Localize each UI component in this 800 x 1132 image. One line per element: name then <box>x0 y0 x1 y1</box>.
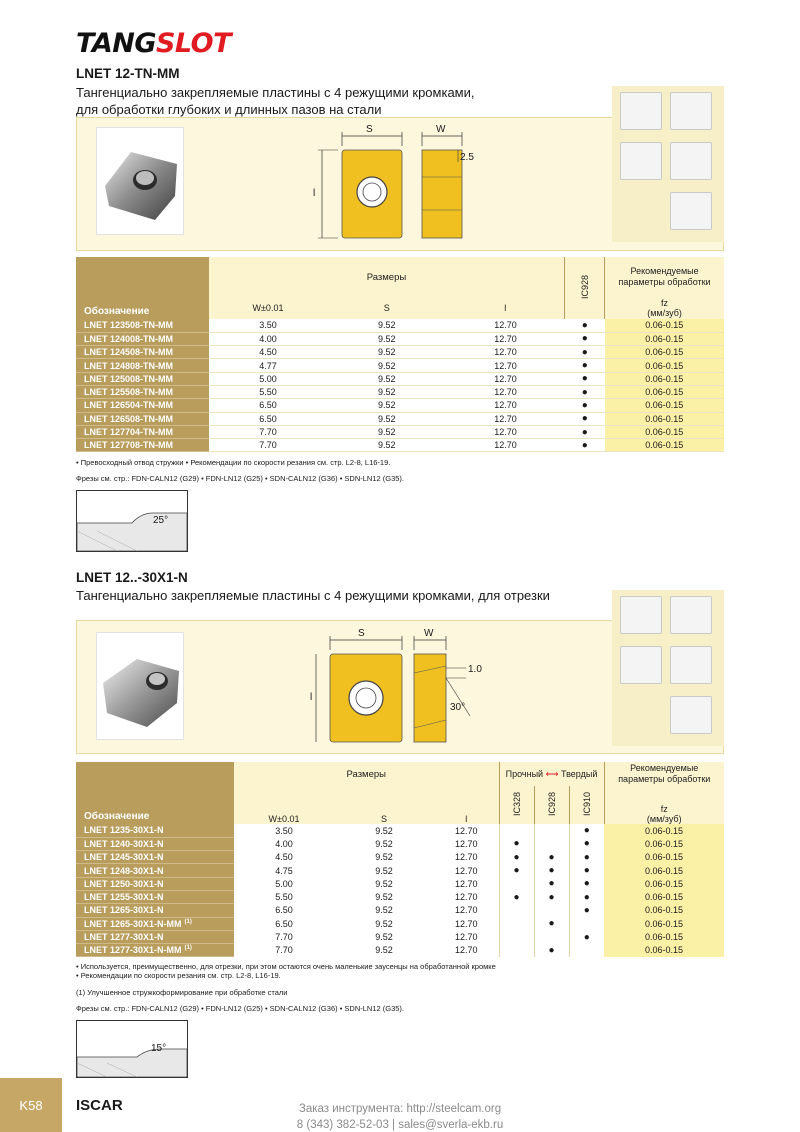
grade-ic328-header: IC328 <box>499 786 534 824</box>
footnote-ref: (1) <box>184 918 192 925</box>
fz-cell: 0.06-0.15 <box>604 851 724 864</box>
fz-cell: 0.06-0.15 <box>605 319 724 332</box>
grade-ic928-mark: ● <box>534 851 569 864</box>
slotting-icon <box>670 646 712 684</box>
grade-ic910-mark: ● <box>569 930 604 943</box>
s-cell: 9.52 <box>378 333 396 344</box>
l-cell: 12.70 <box>494 400 517 411</box>
w-cell: 5.50 <box>259 387 277 398</box>
dim-s-1: S <box>366 124 373 135</box>
table-row <box>76 319 724 332</box>
col-w-1: W±0.01 <box>209 297 328 319</box>
s-cell: 9.52 <box>375 892 393 903</box>
dim-angle-2: 30° <box>450 702 466 713</box>
parting-icon <box>670 192 712 230</box>
grade-ic928-mark: ● <box>534 877 569 890</box>
l-cell: 12.70 <box>454 825 478 836</box>
l-cell: 12.70 <box>454 865 478 876</box>
grade-ic328-mark <box>499 824 534 837</box>
l-cell: 12.70 <box>494 360 517 371</box>
dim-w-1: W <box>436 124 446 135</box>
l-cell: 12.70 <box>454 838 478 849</box>
designation-cell <box>76 837 234 850</box>
l-cell: 12.70 <box>454 932 478 943</box>
designation-cell: LNET 127708-TN-MM <box>76 439 209 452</box>
w-cell: 6.50 <box>259 400 277 411</box>
fz-cell: 0.06-0.15 <box>604 837 724 850</box>
grade-ic928-mark: ● <box>534 864 569 877</box>
grade-ic910-mark: ● <box>569 904 604 917</box>
grade-ic328-mark <box>499 944 534 957</box>
designation-text: LNET 1245-30X1-N <box>84 852 164 863</box>
grade-mark: ● <box>581 426 588 438</box>
l-cell: 12.70 <box>494 320 517 331</box>
section2-note2: • Рекомендации по скорости резания см. стр. L2-8, L16-19. <box>76 971 281 980</box>
col-s-1: S <box>327 297 446 319</box>
l-cell: 12.70 <box>454 878 478 889</box>
s-cell: 9.52 <box>378 360 396 371</box>
fz-cell: 0.06-0.15 <box>605 439 724 452</box>
designation-cell: LNET 125508-TN-MM <box>76 385 209 398</box>
spec-table-2 <box>76 762 724 957</box>
w-cell: 5.00 <box>275 878 293 889</box>
fz-cell: 0.06-0.15 <box>604 890 724 903</box>
spec-table-1 <box>76 257 724 452</box>
grade-toughness-scale: Прочный ⟷ Твердый <box>499 762 604 786</box>
designation-cell: LNET 124508-TN-MM <box>76 346 209 359</box>
table-row <box>76 385 724 398</box>
section2-note4: Фрезы см. стр.: FDN-CALN12 (G29) • FDN-LN12 (G25) • SDN-CALN12 (G36) • SDN-LN12 (G35). <box>76 1004 405 1013</box>
table-row <box>76 425 724 438</box>
col-l-1: l <box>446 297 565 319</box>
table-row <box>76 332 724 345</box>
section1-note1: • Превосходный отвод стружки • Рекомендации по скорости резания см. стр. L2-8, L16-19. <box>76 458 391 467</box>
l-cell: 12.70 <box>494 333 517 344</box>
s-cell: 9.52 <box>375 945 393 956</box>
grade-ic910-mark: ● <box>569 864 604 877</box>
grade-ic910-mark <box>569 917 604 930</box>
fz-cell: 0.06-0.15 <box>604 904 724 917</box>
grade-ic928-mark: ● <box>534 944 569 957</box>
dim-h-1: 2.5 <box>460 152 474 163</box>
s-cell: 9.52 <box>378 373 396 384</box>
parting-icon <box>670 696 712 734</box>
designation-cell <box>76 824 234 837</box>
designation-cell <box>76 877 234 890</box>
designation-cell: LNET 124008-TN-MM <box>76 332 209 345</box>
section1-desc-line1: Тангенциально закрепляемые пластины с 4 режущими кромками, <box>76 85 475 100</box>
w-cell: 7.70 <box>259 427 277 438</box>
section2-desc-line1: Тангенциально закрепляемые пластины с 4 режущими кромками, для отрезки <box>76 588 550 603</box>
designation-text: LNET 1265-30X1-N <box>84 905 164 916</box>
grade-mark: ● <box>581 360 588 372</box>
w-cell: 6.50 <box>259 413 277 424</box>
fz-cell: 0.06-0.15 <box>605 385 724 398</box>
section1-desc-line2: для обработки глубоких и длинных пазов на стали <box>76 102 382 117</box>
table-row <box>76 837 724 850</box>
designation-cell <box>76 864 234 877</box>
l-cell: 12.70 <box>494 427 517 438</box>
grade-ic910-mark: ● <box>569 824 604 837</box>
grooving-icon <box>670 92 712 130</box>
w-cell: 4.77 <box>259 360 277 371</box>
grade-ic910-mark: ● <box>569 837 604 850</box>
grade-ic328-mark <box>499 930 534 943</box>
w-cell: 4.50 <box>275 852 293 863</box>
grade-ic328-mark <box>499 917 534 930</box>
s-cell: 9.52 <box>375 865 393 876</box>
contact-line1[interactable]: Заказ инструмента: http://steelcam.org <box>298 1103 502 1115</box>
insert-photo-2 <box>96 632 184 740</box>
l-cell: 12.70 <box>454 918 478 929</box>
grade-mark: ● <box>581 439 588 451</box>
grade-ic928-header: IC928 <box>565 257 605 319</box>
designation-text: LNET 1240-30X1-N <box>84 838 164 849</box>
angle-label-1: 25° <box>153 515 169 526</box>
section2-note1: • Используется, преимущественно, для отрезки, при этом остаются очень маленькие заусенцы на обработанной кромке <box>76 962 496 971</box>
l-cell: 12.70 <box>454 852 478 863</box>
s-cell: 9.52 <box>378 400 396 411</box>
designation-cell <box>76 904 234 917</box>
slot-milling-icon <box>620 596 662 634</box>
section1-title: LNET 12-TN-MM <box>76 66 180 81</box>
insert-drawing-2 <box>310 628 500 753</box>
slotting-icon <box>670 142 712 180</box>
dim-h-2: 1.0 <box>468 664 482 675</box>
table-row <box>76 412 724 425</box>
grade-ic910-mark <box>569 944 604 957</box>
table-row <box>76 346 724 359</box>
grooving-icon <box>670 596 712 634</box>
col-l-2: l <box>434 786 499 824</box>
w-cell: 3.50 <box>275 825 293 836</box>
w-cell: 4.00 <box>275 838 293 849</box>
s-cell: 9.52 <box>375 905 393 916</box>
table-row <box>76 904 724 917</box>
w-cell: 7.70 <box>259 440 277 451</box>
table-row <box>76 439 724 452</box>
fz-cell: 0.06-0.15 <box>604 864 724 877</box>
grade-ic328-mark <box>499 877 534 890</box>
fz-cell: 0.06-0.15 <box>605 346 724 359</box>
l-cell: 12.70 <box>494 387 517 398</box>
table-row <box>76 890 724 903</box>
designation-cell: LNET 125008-TN-MM <box>76 372 209 385</box>
table-row <box>76 864 724 877</box>
designation-cell: LNET 126508-TN-MM <box>76 412 209 425</box>
rec-fz-2: fz (мм/зуб) <box>604 786 724 824</box>
l-cell: 12.70 <box>494 440 517 451</box>
fz-cell: 0.06-0.15 <box>604 917 724 930</box>
w-cell: 4.50 <box>259 347 277 358</box>
grade-ic328-mark: ● <box>499 890 534 903</box>
table-row <box>76 399 724 412</box>
section2-title: LNET 12..-30X1-N <box>76 570 188 585</box>
grade-mark: ● <box>581 346 588 358</box>
group-dims-1: Размеры <box>209 257 565 297</box>
dim-w-2: W <box>424 628 434 639</box>
brand-logo: TANGSLOT <box>76 28 232 59</box>
page-number: K58 <box>0 1078 62 1132</box>
grade-mark: ● <box>581 333 588 345</box>
designation-text: LNET 1235-30X1-N <box>84 825 164 836</box>
s-cell: 9.52 <box>378 427 396 438</box>
insert-photo-1 <box>96 127 184 235</box>
table-row <box>76 930 724 943</box>
fz-cell: 0.06-0.15 <box>605 372 724 385</box>
grade-ic910-mark: ● <box>569 851 604 864</box>
s-cell: 9.52 <box>378 440 396 451</box>
table-row <box>76 824 724 837</box>
grade-mark: ● <box>581 386 588 398</box>
grade-ic928-mark <box>534 837 569 850</box>
s-cell: 9.52 <box>378 387 396 398</box>
w-cell: 7.70 <box>275 945 293 956</box>
grade-ic928-header-2: IC928 <box>534 786 569 824</box>
fz-cell: 0.06-0.15 <box>605 399 724 412</box>
table-row <box>76 359 724 372</box>
fz-cell: 0.06-0.15 <box>605 359 724 372</box>
l-cell: 12.70 <box>454 905 478 916</box>
grade-mark: ● <box>581 373 588 385</box>
dim-l-2: l <box>310 692 313 703</box>
designation-cell <box>76 890 234 903</box>
dim-s-2: S <box>358 628 365 639</box>
w-cell: 6.50 <box>275 918 293 929</box>
grade-ic928-mark: ● <box>534 917 569 930</box>
rec-title-1: Рекомендуемые параметры обработки <box>605 257 724 297</box>
designation-cell <box>76 930 234 943</box>
section1-note2: Фрезы см. стр.: FDN-CALN12 (G29) • FDN-LN12 (G25) • SDN-CALN12 (G36) • SDN-LN12 (G35). <box>76 474 405 483</box>
designation-text: LNET 1250-30X1-N <box>84 878 164 889</box>
grade-ic910-header: IC910 <box>569 786 604 824</box>
face-slot-icon <box>620 142 662 180</box>
fz-cell: 0.06-0.15 <box>604 877 724 890</box>
contact-line2[interactable]: 8 (343) 382-52-03 | sales@sverla-ekb.ru <box>296 1119 504 1131</box>
s-cell: 9.52 <box>375 838 393 849</box>
insert-drawing-1 <box>310 122 490 247</box>
fz-cell: 0.06-0.15 <box>605 332 724 345</box>
w-cell: 3.50 <box>259 320 277 331</box>
designation-cell <box>76 851 234 864</box>
col-designation-2: Обозначение <box>76 762 234 824</box>
rec-title-2: Рекомендуемые параметры обработки <box>604 762 724 786</box>
grade-ic910-mark: ● <box>569 877 604 890</box>
s-cell: 9.52 <box>378 413 396 424</box>
l-cell: 12.70 <box>494 347 517 358</box>
fz-cell: 0.06-0.15 <box>604 824 724 837</box>
grade-mark: ● <box>581 413 588 425</box>
designation-text: LNET 1277-30X1-N-MM <box>84 945 182 956</box>
s-cell: 9.52 <box>378 320 396 331</box>
section2-note3: (1) Улучшенное стружкоформирование при обработке стали <box>76 988 288 997</box>
l-cell: 12.70 <box>454 945 478 956</box>
group-dims-2: Размеры <box>234 762 499 786</box>
grade-ic928-mark <box>534 824 569 837</box>
designation-cell: LNET 126504-TN-MM <box>76 399 209 412</box>
edge-profile-1 <box>76 490 188 552</box>
w-cell: 5.50 <box>275 892 293 903</box>
w-cell: 4.00 <box>259 333 277 344</box>
s-cell: 9.52 <box>375 932 393 943</box>
designation-text: LNET 1265-30X1-N-MM <box>84 918 182 929</box>
w-cell: 7.70 <box>275 932 293 943</box>
s-cell: 9.52 <box>375 918 393 929</box>
col-s-2: S <box>334 786 434 824</box>
fz-cell: 0.06-0.15 <box>604 944 724 957</box>
s-cell: 9.52 <box>375 878 393 889</box>
footnote-ref: (1) <box>184 945 192 952</box>
grade-mark: ● <box>581 319 588 331</box>
table-row <box>76 944 724 957</box>
grade-ic928-mark <box>534 904 569 917</box>
w-cell: 4.75 <box>275 865 293 876</box>
grade-ic328-mark: ● <box>499 851 534 864</box>
designation-cell: LNET 124808-TN-MM <box>76 359 209 372</box>
rec-fz-1: fz (мм/зуб) <box>605 297 724 319</box>
designation-text: LNET 1255-30X1-N <box>84 892 164 903</box>
company-name: ISCAR <box>76 1097 123 1114</box>
s-cell: 9.52 <box>375 825 393 836</box>
table-row <box>76 372 724 385</box>
table-row <box>76 877 724 890</box>
s-cell: 9.52 <box>378 347 396 358</box>
grade-ic328-mark: ● <box>499 864 534 877</box>
w-cell: 5.00 <box>259 373 277 384</box>
designation-cell: LNET 127704-TN-MM <box>76 425 209 438</box>
designation-text: LNET 1277-30X1-N <box>84 932 164 943</box>
grade-ic910-mark: ● <box>569 890 604 903</box>
designation-cell <box>76 917 234 930</box>
l-cell: 12.70 <box>494 413 517 424</box>
w-cell: 6.50 <box>275 905 293 916</box>
fz-cell: 0.06-0.15 <box>605 425 724 438</box>
angle-label-2: 15° <box>151 1043 167 1054</box>
designation-cell: LNET 123508-TN-MM <box>76 319 209 332</box>
grade-ic328-mark: ● <box>499 837 534 850</box>
fz-cell: 0.06-0.15 <box>604 930 724 943</box>
grade-ic928-mark: ● <box>534 890 569 903</box>
face-slot-icon <box>620 646 662 684</box>
dim-l-1: l <box>313 188 316 199</box>
col-designation-1: Обозначение <box>76 257 209 319</box>
s-cell: 9.52 <box>375 852 393 863</box>
grade-mark: ● <box>581 399 588 411</box>
designation-text: LNET 1248-30X1-N <box>84 865 164 876</box>
fz-cell: 0.06-0.15 <box>605 412 724 425</box>
col-w-2: W±0.01 <box>234 786 334 824</box>
slot-milling-icon <box>620 92 662 130</box>
table-row <box>76 851 724 864</box>
edge-profile-2 <box>76 1020 188 1078</box>
grade-ic328-mark <box>499 904 534 917</box>
table-row <box>76 917 724 930</box>
l-cell: 12.70 <box>494 373 517 384</box>
designation-cell <box>76 944 234 957</box>
l-cell: 12.70 <box>454 892 478 903</box>
grade-ic928-mark <box>534 930 569 943</box>
